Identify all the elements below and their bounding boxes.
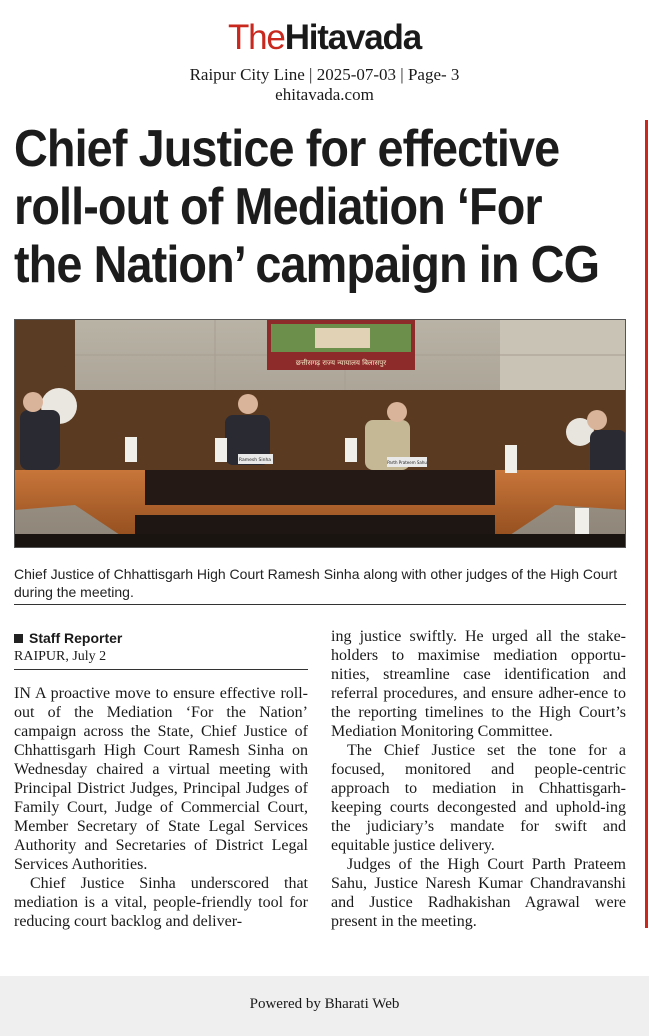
square-bullet-icon bbox=[14, 634, 23, 643]
caption-divider bbox=[14, 604, 626, 605]
nameplate-2: Parth Prateem Sahu bbox=[387, 460, 427, 465]
photo-caption: Chief Justice of Chhattisgarh High Court Ramesh Sinha along with other judges of the High Court during the meeting. bbox=[14, 566, 618, 600]
article-headline bbox=[14, 120, 600, 294]
reporter bbox=[14, 629, 308, 647]
paragraph: Judges of the High Court Parth Prateem Sahu, Justice Naresh Kumar Chandravanshi and Justice Radhakishan Agrawal were present in the meeting. bbox=[331, 856, 626, 930]
paragraph: Chief Justice Sinha underscored that mediation is a vital, people-friendly tool for reducing court backlog and deliver- bbox=[14, 875, 308, 930]
paragraph: IN A proactive move to ensure effective roll-out of the Mediation ‘For the Nation’ campaign across the State, Chief Justice of Chhattisgarh High Court Ramesh Sinha on Wednesday chaired a virtual meeting with Principal District Judges, Principal Judges of Family Court, Judge of Commercial Court, Member Secretary of State Legal Services Authority and Secretaries of District Legal Services Authorities. bbox=[14, 685, 308, 873]
edition-line: Raipur City Line | 2025-07-03 | Page- 3 bbox=[189, 65, 460, 84]
headline-line: Chief Justice for effective bbox=[14, 120, 560, 178]
masthead bbox=[0, 18, 649, 105]
newspaper-logo[interactable] bbox=[0, 18, 649, 58]
banner-image bbox=[267, 320, 415, 370]
article-photo bbox=[14, 319, 626, 548]
paragraph: ing justice swiftly. He urged all the stake-holders to maximise mediation opportu-nities, streamline case identification and referral procedures, and ensure adher-ence to the reporting timelines to the High Court’s Mediation Monitoring Committee. bbox=[331, 628, 626, 740]
website-link[interactable]: ehitavada.com bbox=[275, 85, 374, 104]
headline-line: roll-out of Mediation ‘For bbox=[14, 178, 542, 236]
accent-bar bbox=[645, 120, 648, 928]
byline bbox=[14, 629, 308, 666]
edition-name: Raipur City Line bbox=[189, 65, 305, 84]
edition-date: 2025-07-03 bbox=[316, 65, 397, 84]
article-column-2 bbox=[331, 627, 626, 931]
logo-the: The bbox=[227, 18, 285, 57]
byline-divider bbox=[14, 669, 308, 670]
reporter-name: Staff Reporter bbox=[29, 630, 123, 646]
headline-line: the Nation’ campaign in CG bbox=[14, 236, 600, 294]
paragraph: The Chief Justice set the tone for a focused, monitored and people-centric approach to mediation in Chhattisgarh-keeping courts decongested and uphold-ing the judiciary’s mandate for swift and equitable justice delivery. bbox=[331, 742, 626, 854]
article-column-1 bbox=[14, 684, 308, 931]
nameplate-1: Ramesh Sinha bbox=[238, 458, 272, 463]
banner-text: छत्तीसगढ़ राज्य न्यायालय बिलासपुर bbox=[295, 359, 387, 367]
footer bbox=[0, 976, 649, 1036]
powered-by-link[interactable]: Powered by Bharati Web bbox=[249, 996, 400, 1012]
logo-hitavada: Hitavada bbox=[284, 18, 421, 57]
page-number: Page- 3 bbox=[407, 65, 460, 84]
dateline: RAIPUR, July 2 bbox=[14, 649, 107, 664]
